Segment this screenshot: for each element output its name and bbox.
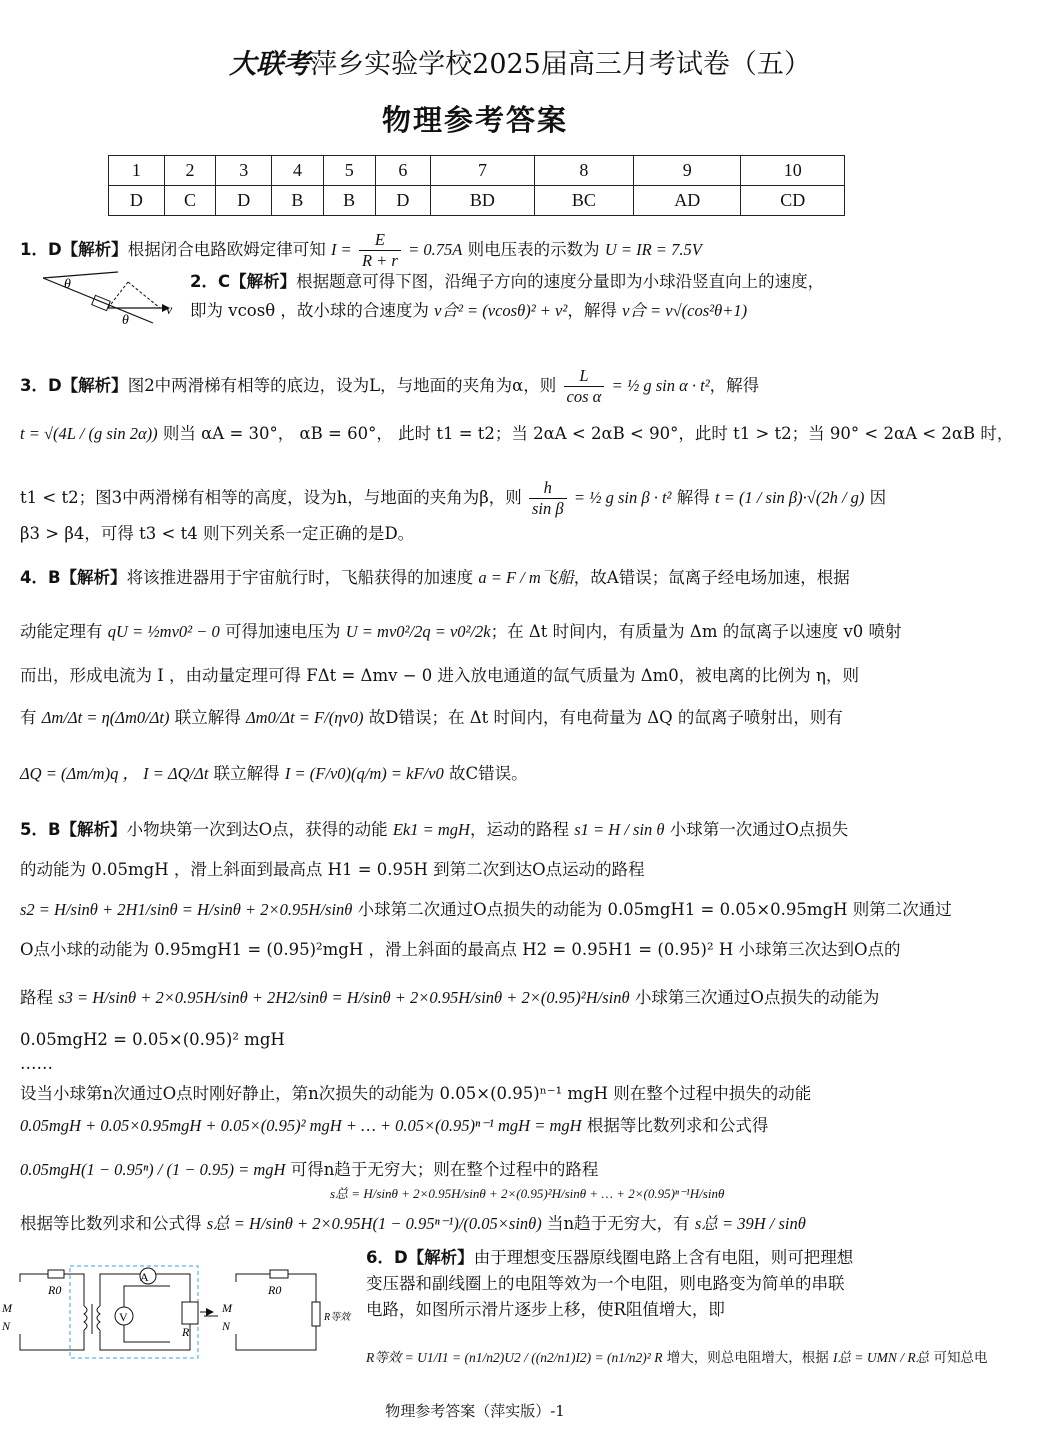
q5-formula-ek: Ek1 = mgH bbox=[392, 820, 470, 839]
q2-formula-result: v合 = v√(cos²θ+1) bbox=[622, 301, 748, 320]
exam-title bbox=[0, 42, 1040, 81]
q6-circuit-diagram bbox=[0, 1262, 360, 1372]
q6-fig-req: R等效 bbox=[324, 1312, 351, 1323]
q2-text1: 根据题意可得下图，沿绳子方向的速度分量即为小球沿竖直向上的速度， bbox=[296, 272, 825, 291]
q3-formula-3: t = (1 / sin β)·√(2h / g) bbox=[715, 488, 865, 507]
exam-title-text: 萍乡实验学校2025届高三月考试卷（五） bbox=[310, 49, 811, 80]
q3-line2 bbox=[20, 422, 1013, 446]
q5-line3 bbox=[20, 898, 952, 922]
q6-fig-ammeter: A bbox=[140, 1270, 149, 1284]
q6-fig-voltmeter: V bbox=[119, 1310, 128, 1324]
q3-fraction-1 bbox=[564, 366, 605, 407]
question-number-cell: 8 bbox=[534, 156, 633, 186]
q3-frac2-num: h bbox=[529, 478, 567, 499]
q4-l4a: 有 bbox=[20, 708, 37, 727]
q3-frac1-den: cos α bbox=[566, 387, 602, 406]
q1-line bbox=[20, 230, 702, 271]
q4-formula-qu: qU = ½mv0² − 0 bbox=[107, 622, 220, 641]
q4-l5b: 联立解得 bbox=[213, 764, 280, 783]
q4-formula-dq: ΔQ = (Δm/m)q ， I = ΔQ/Δt bbox=[20, 764, 209, 783]
q5-line10-path bbox=[330, 1182, 724, 1207]
question-number-cell: 6 bbox=[375, 156, 431, 186]
q2-line2 bbox=[190, 299, 747, 323]
answer-cell: CD bbox=[741, 186, 845, 216]
q4-formula-i: I = (F/v0)(q/m) = kF/v0 bbox=[284, 764, 444, 783]
q5-l5b: 小球第三次通过O点损失的动能为 bbox=[634, 988, 880, 1007]
q3-l1a: 图2中两滑梯有相等的底边，设为L，与地面的夹角为α，则 bbox=[127, 376, 557, 395]
q3-formula-1: = ½ g sin α · t² bbox=[611, 376, 710, 395]
q4-l5c: 故C错误。 bbox=[448, 764, 528, 783]
question-number-cell: 2 bbox=[164, 156, 216, 186]
q3-l3e: 因 bbox=[869, 488, 887, 507]
q3-head: 3．D【解析】 bbox=[20, 376, 128, 395]
question-number-cell: 5 bbox=[323, 156, 375, 186]
answer-cell: B bbox=[272, 186, 324, 216]
q4-formula-a: a = F / m飞船 bbox=[478, 568, 574, 587]
q6-head: 6．D【解析】 bbox=[366, 1248, 474, 1267]
q6-formula-i: I总 = UMN / R总 bbox=[833, 1350, 930, 1365]
answer-table bbox=[108, 155, 845, 216]
q3-line3 bbox=[20, 478, 886, 519]
q1-text: 根据闭合电路欧姆定律可知 bbox=[127, 240, 326, 259]
q1-formula-u: U = IR = 7.5V bbox=[604, 240, 702, 259]
q5-formula-stotal: s总 = H/sinθ + 2×0.95H(1 − 0.95ⁿ⁻¹)/(0.05×sinθ) bbox=[206, 1214, 542, 1233]
q4-l2c: ；在 Δt 时间内，有质量为 Δm 的氙离子以速度 v0 喷射 bbox=[490, 622, 902, 641]
q6-fig-r0-left: R0 bbox=[48, 1283, 62, 1297]
q5-line4: O点小球的动能为 0.95mgH1 = (0.95)²mgH ，滑上斜面的最高点 H2 = 0.95H1 = (0.95)² H 小球第三次达到O点的 bbox=[20, 940, 901, 959]
q6-fig-n-right: N bbox=[222, 1319, 231, 1333]
q5-line7: …… bbox=[20, 1054, 53, 1073]
q6-line2: 变压器和副线圈上的电阻等效为一个电阻，则电路变为简单的串联 bbox=[366, 1274, 845, 1293]
q6-l4c: 可知总电 bbox=[933, 1350, 988, 1366]
q3-l3a: t1 < t2；图3中两滑梯有相等的高度，设为h，与地面的夹角为β，则 bbox=[20, 488, 522, 507]
q2-velocity-diagram bbox=[38, 268, 178, 340]
q5-line6: 0.05mgH2 = 0.05×(0.95)² mgH bbox=[20, 1030, 285, 1049]
q5-line1 bbox=[20, 818, 848, 842]
answer-cell: D bbox=[216, 186, 272, 216]
q4-formula-dm: Δm/Δt = η(Δm0/Δt) bbox=[41, 708, 170, 727]
question-number-cell: 9 bbox=[634, 156, 741, 186]
answer-table-answer-row bbox=[109, 186, 845, 216]
q6-line1 bbox=[366, 1246, 853, 1270]
answer-cell: BD bbox=[431, 186, 534, 216]
q3-l3c: 解得 bbox=[676, 488, 710, 507]
q4-l2b: 可得加速电压为 bbox=[225, 622, 341, 641]
q3-l1c: ，解得 bbox=[709, 376, 760, 395]
q2-line1 bbox=[190, 270, 824, 294]
q3-fraction-2 bbox=[529, 478, 567, 519]
q4-formula-dm0: Δm0/Δt = F/(ηv0) bbox=[245, 708, 364, 727]
q1-fraction bbox=[359, 230, 401, 271]
page-subtitle: 物理参考答案 bbox=[381, 103, 568, 137]
q6-formula-req: R等效 = U1/I1 = (n1/n2)U2 / ((n2/n1)I2) = (n1/n2)² R bbox=[366, 1350, 663, 1365]
question-number-cell: 3 bbox=[216, 156, 272, 186]
q5-l1a: 小物块第一次到达O点，获得的动能 bbox=[126, 820, 388, 839]
q4-head: 4．B【解析】 bbox=[20, 568, 127, 587]
q2-fig-theta-top: θ bbox=[64, 277, 71, 292]
question-number-cell: 4 bbox=[272, 156, 324, 186]
answer-cell: D bbox=[375, 186, 431, 216]
q4-l1b: ，故A错误；氙离子经电场加速，根据 bbox=[573, 568, 850, 587]
q5-line8: 设当小球第n次通过O点时刚好静止，第n次损失的动能为 0.05×(0.95)ⁿ⁻¹ mgH 则在整个过程中损失的动能 bbox=[20, 1084, 812, 1103]
q3-frac2-den: sin β bbox=[532, 499, 564, 518]
q6-fig-m-right: M bbox=[222, 1301, 232, 1315]
q5-line5 bbox=[20, 986, 879, 1010]
q5-line9 bbox=[20, 1114, 768, 1138]
q3-l2b: 则当 αA = 30°， αB = 60°， 此时 t1 = t2；当 2αA < 2αB < 90°，此时 t1 > t2；当 90° < 2αA < 2αB 时， bbox=[162, 424, 1014, 443]
q4-line5 bbox=[20, 762, 528, 786]
q5-line11 bbox=[20, 1212, 806, 1236]
q3-line1 bbox=[20, 366, 759, 407]
answer-table-number-row bbox=[109, 156, 845, 186]
question-number-cell: 10 bbox=[741, 156, 845, 186]
q5-formula-s3: s3 = H/sinθ + 2×0.95H/sinθ + 2H2/sinθ = H/sinθ + 2×0.95H/sinθ + 2×(0.95)²H/sinθ bbox=[58, 988, 630, 1007]
answer-cell: C bbox=[164, 186, 216, 216]
q4-l2a: 动能定理有 bbox=[20, 622, 103, 641]
q4-line1 bbox=[20, 566, 850, 590]
answer-cell: B bbox=[323, 186, 375, 216]
q4-l4c: 故D错误；在 Δt 时间内，有电荷量为 ΔQ 的氙离子喷射出，则有 bbox=[368, 708, 843, 727]
q2-fig-v: v bbox=[166, 303, 173, 318]
q1-formula-result: = 0.75A bbox=[408, 240, 463, 259]
q1-text2: 则电压表的示数为 bbox=[467, 240, 600, 259]
q2-formula-v: v合² = (vcosθ)² + v² bbox=[434, 301, 568, 320]
page-footer: 物理参考答案（萍实版）-1 bbox=[385, 1402, 565, 1420]
question-number-cell: 1 bbox=[109, 156, 165, 186]
q5-l5a: 路程 bbox=[20, 988, 53, 1007]
q6-line4 bbox=[366, 1346, 987, 1370]
brand-logo-text: 大联考 bbox=[229, 49, 311, 80]
q3-line4: β3 > β4，可得 t3 < t4 则下列关系一定正确的是D。 bbox=[20, 524, 415, 543]
answer-cell: BC bbox=[534, 186, 633, 216]
q4-line4 bbox=[20, 706, 843, 730]
q6-fig-r0-right: R0 bbox=[268, 1283, 282, 1297]
q2-fig-theta-bottom: θ bbox=[122, 313, 129, 328]
q4-formula-u: U = mv0²/2q = v0²/2k bbox=[345, 622, 491, 641]
q6-l4b: 增大，则总电阻增大，根据 bbox=[666, 1350, 829, 1366]
q1-frac-den: R + r bbox=[361, 251, 398, 270]
q6-line3: 电路，如图所示滑片逐步上移，使R阻值增大，即 bbox=[366, 1300, 725, 1319]
q6-fig-r: R bbox=[182, 1325, 190, 1339]
q5-l11b: 当n趋于无穷大，有 bbox=[547, 1214, 690, 1233]
q5-line2: 的动能为 0.05mgH ，滑上斜面到最高点 H1 = 0.95H 到第二次到达O点运动的路程 bbox=[20, 860, 645, 879]
q5-formula-result: s总 = 39H / sinθ bbox=[694, 1214, 806, 1233]
q5-l1c: 小球第一次通过O点损失 bbox=[669, 820, 849, 839]
q4-line2 bbox=[20, 620, 902, 644]
answer-cell: D bbox=[109, 186, 165, 216]
q3-formula-2: = ½ g sin β · t² bbox=[573, 488, 672, 507]
q5-l3b: 小球第二次通过O点损失的动能为 0.05mgH1 = 0.05×0.95mgH 则第二次通过 bbox=[357, 900, 952, 919]
q5-formula-geom: 0.05mgH(1 − 0.95ⁿ) / (1 − 0.95) = mgH bbox=[20, 1160, 286, 1179]
q5-l9b: 根据等比数列求和公式得 bbox=[586, 1116, 769, 1135]
q5-formula-s1: s1 = H / sin θ bbox=[574, 820, 665, 839]
q2-text2: 即为 vcosθ ，故小球的合速度为 bbox=[190, 301, 429, 320]
q6-l1: 由于理想变压器原线圈电路上含有电阻，则可把理想 bbox=[473, 1248, 854, 1267]
q3-formula-t: t = √(4L / (g sin 2α)) bbox=[20, 424, 158, 443]
q5-formula-sum: 0.05mgH + 0.05×0.95mgH + 0.05×(0.95)² mgH + … + 0.05×(0.95)ⁿ⁻¹ mgH = mgH bbox=[20, 1116, 582, 1135]
q5-head: 5．B【解析】 bbox=[20, 820, 127, 839]
q2-text3: ，解得 bbox=[567, 301, 617, 320]
q5-formula-path: s总 = H/sinθ + 2×0.95H/sinθ + 2×(0.95)²H/sinθ + … + 2×(0.95)ⁿ⁻¹H/sinθ bbox=[330, 1186, 725, 1201]
q2-head: 2．C【解析】 bbox=[190, 272, 297, 291]
q4-l1a: 将该推进器用于宇宙航行时，飞船获得的加速度 bbox=[126, 568, 474, 587]
q6-fig-m-left: M bbox=[2, 1301, 12, 1315]
answer-cell: AD bbox=[634, 186, 741, 216]
q5-formula-s2: s2 = H/sinθ + 2H1/sinθ = H/sinθ + 2×0.95H/sinθ bbox=[20, 900, 353, 919]
q1-formula-lhs: I = bbox=[330, 240, 352, 259]
q3-frac1-num: L bbox=[564, 366, 605, 387]
question-number-cell: 7 bbox=[431, 156, 534, 186]
q5-l1b: ，运动的路程 bbox=[469, 820, 569, 839]
q5-l10b: 可得n趋于无穷大；则在整个过程中的路程 bbox=[290, 1160, 599, 1179]
q1-head: 1．D【解析】 bbox=[20, 240, 128, 259]
q6-fig-n-left: N bbox=[2, 1319, 11, 1333]
q5-l11a: 根据等比数列求和公式得 bbox=[20, 1214, 202, 1233]
q4-l4b: 联立解得 bbox=[174, 708, 241, 727]
q5-line10 bbox=[20, 1158, 598, 1182]
q4-line3: 而出，形成电流为 I ，由动量定理可得 FΔt = Δmv − 0 进入放电通道的氙气质量为 Δm0，被电离的比例为 η，则 bbox=[20, 666, 859, 685]
q1-frac-num: E bbox=[359, 230, 401, 251]
